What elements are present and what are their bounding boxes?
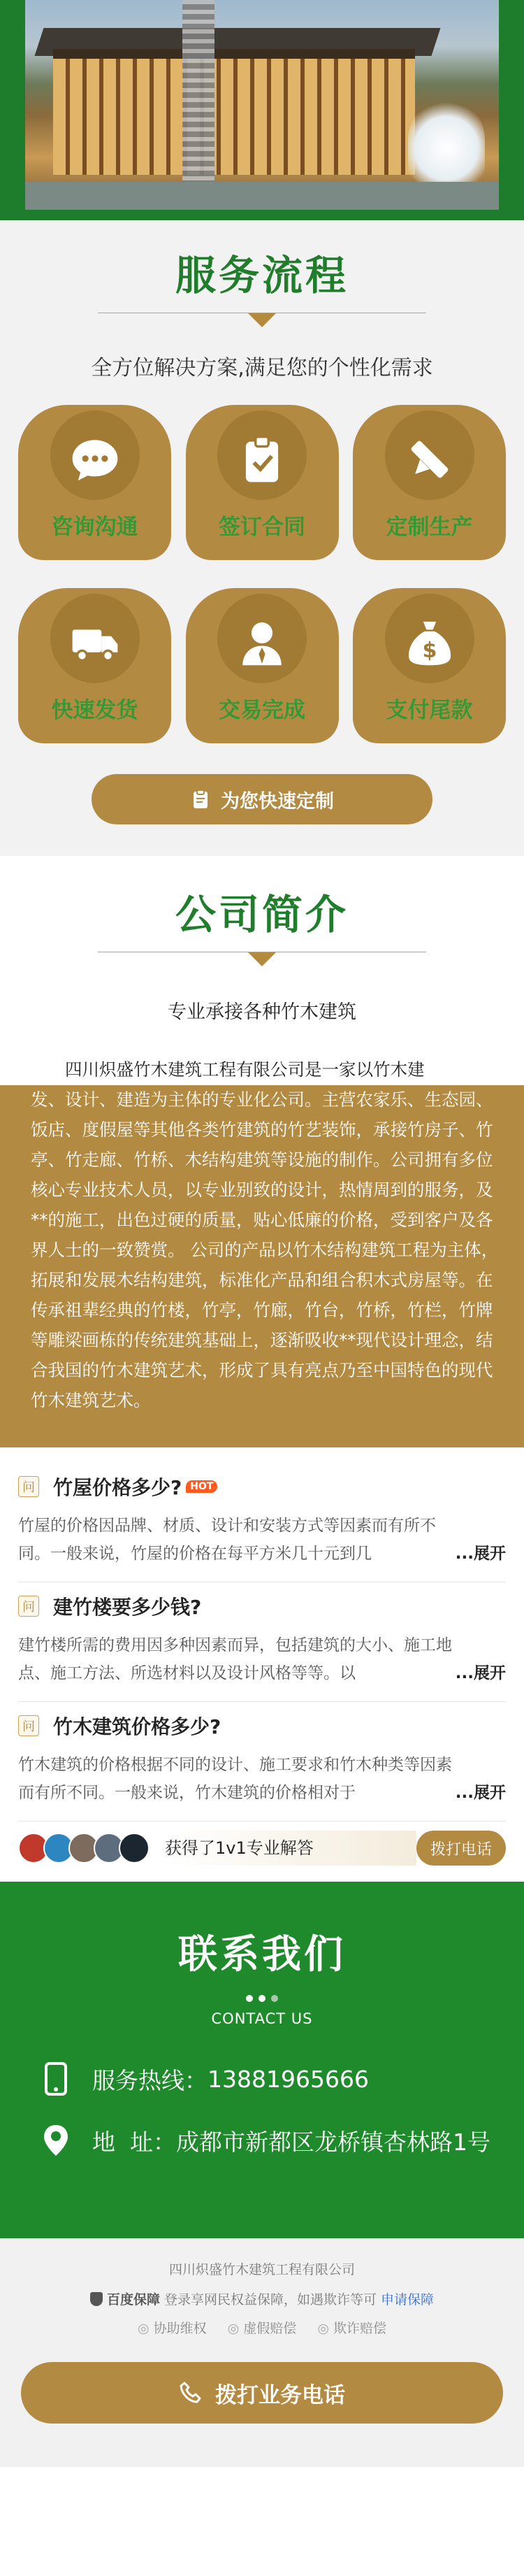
call-button[interactable]: 拨打电话 bbox=[416, 1831, 506, 1866]
title-divider bbox=[98, 311, 426, 329]
quick-customize-button[interactable] bbox=[92, 774, 432, 824]
service-card-label: 咨询沟通 bbox=[51, 515, 138, 540]
about-title: 公司简介 bbox=[175, 891, 349, 938]
service-title: 服务流程 bbox=[175, 252, 349, 299]
footer-company: 四川炽盛竹木建筑工程有限公司 bbox=[168, 2262, 355, 2277]
avatar bbox=[119, 1833, 150, 1863]
about-text-box bbox=[0, 1042, 524, 1447]
faq-answer: 建竹楼所需的费用因多种因素而异，包括建筑的大小、施工地点、施工方法、所选材料以及设计风格等等。以 bbox=[18, 1636, 452, 1682]
company-intro-section bbox=[0, 856, 524, 1447]
service-flow-section bbox=[0, 241, 524, 856]
expand-link[interactable]: ...展开 bbox=[455, 1664, 506, 1682]
faq-section bbox=[0, 1447, 524, 1866]
faq-item[interactable] bbox=[18, 1702, 506, 1822]
about-subtitle: 专业承接各种竹木建筑 bbox=[168, 1001, 356, 1023]
person-icon bbox=[220, 601, 304, 685]
service-grid bbox=[0, 405, 524, 743]
phone-handset-icon bbox=[179, 2381, 203, 2405]
faq-item[interactable] bbox=[18, 1463, 506, 1582]
business-call-label: 拨打业务电话 bbox=[215, 2382, 345, 2408]
faq-answer: 竹木建筑的价格根据不同的设计、施工要求和竹木种类等因素而有所不同。一般来说，竹木建筑的价格相对于 bbox=[18, 1756, 452, 1802]
expand-link[interactable]: ...展开 bbox=[455, 1784, 506, 1802]
truck-icon bbox=[53, 601, 137, 685]
phone-icon bbox=[42, 2062, 70, 2096]
title-divider bbox=[98, 950, 426, 968]
hot-badge: HOT bbox=[186, 1480, 217, 1493]
service-card-payment[interactable] bbox=[353, 588, 506, 743]
baidu-guarantee-row bbox=[0, 2289, 524, 2308]
expand-link[interactable]: ...展开 bbox=[455, 1545, 506, 1563]
faq-question: 竹屋价格多少? bbox=[53, 1476, 182, 1499]
service-card-shipping[interactable] bbox=[18, 588, 171, 743]
question-icon: 问 bbox=[18, 1715, 39, 1736]
question-icon: 问 bbox=[18, 1476, 39, 1497]
apply-link[interactable]: 申请保障 bbox=[381, 2292, 435, 2307]
location-pin-icon bbox=[42, 2124, 70, 2157]
service-card-production[interactable] bbox=[353, 405, 506, 560]
service-card-complete[interactable] bbox=[186, 588, 339, 743]
about-paragraph bbox=[31, 1054, 504, 1415]
clipboard-small-icon bbox=[190, 789, 211, 810]
service-card-label: 支付尾款 bbox=[386, 698, 473, 723]
phone-label: 服务热线： bbox=[92, 2066, 208, 2094]
address-label: 地 址： bbox=[92, 2128, 176, 2156]
about-body: 筑的研发、设计、建造为主体的专业化公司。主营农家乐、生态园、饭店、度假屋等其他各类竹建筑的竹艺装饰，承接竹房子、竹亭、竹走廊、竹桥、木结构建筑等设施的制作。公司拥有多位核心专业技术人员，以专业别致的设计，热情周到的服务，及**的施工，出色过硬的质量，贴心低廉的价格，受到客户及各界人士的一致赞赏。 公司的产品以竹木结构建筑工程为主体，拓展和发展木结构建筑，标准化产品和组合积木式房屋等。在传承祖辈经典的竹楼，竹亭，竹廊，竹台，竹桥，竹栏，竹牌等雕梁画栋的传统建筑基础上，逐渐吸收**现代设计理念，结合我国的竹木建筑艺术，形成了具有亮点乃至中国特色的现代竹木建筑艺术。 bbox=[31, 1059, 499, 1410]
service-card-label: 快速发货 bbox=[51, 698, 138, 723]
expert-text: 获得了1v1专业解答 bbox=[165, 1831, 416, 1866]
service-card-label: 交易完成 bbox=[219, 698, 305, 723]
quick-customize-label: 为您快速定制 bbox=[221, 790, 334, 813]
service-card-consult[interactable] bbox=[18, 405, 171, 560]
clipboard-icon bbox=[220, 417, 304, 501]
faq-question: 竹木建筑价格多少? bbox=[53, 1715, 221, 1738]
service-card-contract[interactable] bbox=[186, 405, 339, 560]
phone-number: 13881965666 bbox=[208, 2065, 369, 2093]
contact-title: 联系我们 bbox=[178, 1932, 346, 1977]
shield-icon bbox=[90, 2292, 103, 2306]
footer bbox=[0, 2238, 524, 2467]
hero-banner bbox=[0, 0, 524, 241]
pencil-ruler-icon bbox=[388, 417, 472, 501]
expert-answer-bar bbox=[18, 1830, 506, 1866]
address-text: 成都市新都区龙桥镇杏林路1号 bbox=[175, 2128, 490, 2156]
footer-links bbox=[0, 2318, 524, 2337]
baidu-label: 百度保障 bbox=[106, 2292, 160, 2307]
avatar-group bbox=[18, 1833, 144, 1863]
footer-link[interactable]: ◎ 协助维权 bbox=[138, 2318, 207, 2337]
address-row bbox=[42, 2124, 524, 2157]
faq-item[interactable] bbox=[18, 1582, 506, 1702]
pager-dots bbox=[0, 1995, 524, 2002]
contact-section bbox=[0, 1882, 524, 2238]
phone-row[interactable] bbox=[42, 2062, 524, 2096]
chat-icon bbox=[53, 417, 137, 501]
about-first-line: 四川炽盛竹木建筑工程有限公司是一家以竹木建 bbox=[65, 1059, 425, 1080]
service-card-label: 定制生产 bbox=[386, 515, 473, 540]
contact-subtitle: CONTACT US bbox=[211, 2010, 313, 2027]
faq-answer: 竹屋的价格因品牌、材质、设计和安装方式等因素而有所不同。一般来说，竹屋的价格在每平方米几十元到几 bbox=[18, 1517, 436, 1563]
service-subtitle: 全方位解决方案,满足您的个性化需求 bbox=[91, 356, 433, 380]
footer-link[interactable]: ◎ 虚假赔偿 bbox=[228, 2318, 297, 2337]
svg-text:$: $ bbox=[422, 638, 437, 663]
service-card-label: 签订合同 bbox=[219, 515, 305, 540]
footer-link[interactable]: ◎ 欺诈赔偿 bbox=[317, 2318, 386, 2337]
faq-question: 建竹楼要多少钱? bbox=[53, 1596, 202, 1619]
question-icon: 问 bbox=[18, 1596, 39, 1617]
hero-image bbox=[25, 0, 499, 210]
baidu-text: 登录享网民权益保障，如遇欺诈等可 bbox=[163, 2292, 377, 2307]
business-call-button[interactable] bbox=[21, 2362, 503, 2424]
money-bag-icon bbox=[388, 601, 472, 685]
